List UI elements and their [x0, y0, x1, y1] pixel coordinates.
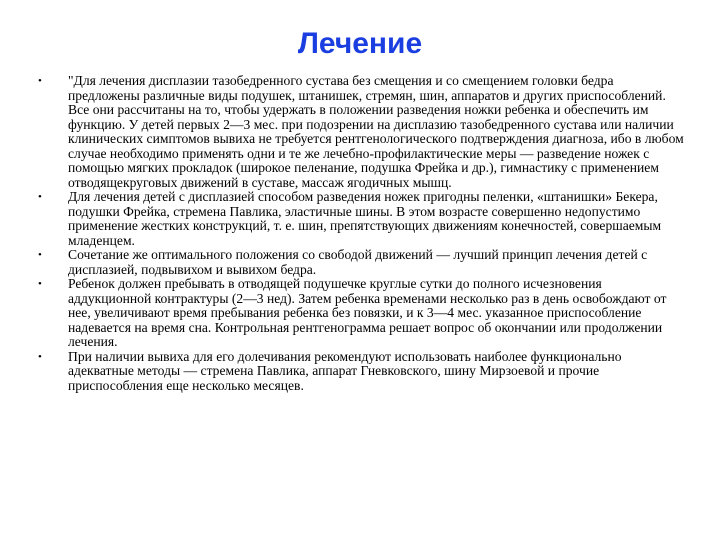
slide-title: Лечение [297, 27, 423, 60]
bullet-item-5 [38, 350, 688, 394]
bullet-text-3: Сочетание же оптимального положения со свободой движений — лучший принцип лечения детей с дисплазией, подвывихом и вывихом бедра. [68, 247, 648, 277]
bullet-text-1: "Для лечения дисплазии тазобедренного сустава без смещения и со смещением головки бедра предложены различные виды подушек, штанишек, стремян, шин, аппаратов и других приспособлений. Все они рассчитаны на то, чтобы удержать в положении разведения ножки ребенка и обеспечить им функцию. У детей первых 2—3 мес. при подозрении на дисплазию тазобедренного сустава или наличии клинических симптомов вывиха не требуется рентгенологического подтверждения диагноза, ибо в любом случае необходимо применять одни и те же лечебно-профилактические меры — разведение ножек с помощью мягких прокладок (широкое пеленание, подушка Фрейка и др.), гимнастику с применением отводящекруговых движений в суставе, массаж ягодичных мышц. [68, 73, 684, 190]
bullet-dot-icon: • [38, 350, 42, 363]
bullet-dot-icon: • [38, 75, 42, 87]
bullet-dot-icon: • [38, 278, 42, 290]
bullet-item-1 [38, 74, 688, 190]
bullet-item-2 [38, 190, 688, 248]
bullet-text-2: Для лечения детей с дисплазией способом разведения ножек пригодны пеленки, «штанишки» Бекера, подушки Фрейка, стремена Павлика, эластичные шины. В этом возрасте совершенно недопустимо применение жестких конструкций, т. е. шин, препятствующих движениям конечностей, совершаемым младенцем. [68, 189, 662, 248]
bullet-dot-icon: • [38, 191, 42, 203]
bullet-text-5: При наличии вывиха для его долечивания рекомендуют использовать наиболее функционально адекватные методы — стремена Павлика, аппарат Гневковского, шину Мирзоевой и прочие приспособления еще несколько месяцев. [68, 348, 622, 393]
bullet-text-4: Ребенок должен пребывать в отводящей подушечке круглые сутки до полного исчезновения аддукционной контрактуры (2—3 нед). Затем ребенка временами несколько раз в день освобождают от нее, увеличивают время пребывания ребенка без повязки, и к 3—4 мес. указанное приспособление надевается на время сна. Контрольная рентгенограмма решает вопрос об окончании или продолжении лечения. [68, 276, 667, 349]
bullet-item-4 [38, 277, 688, 350]
bullet-list [38, 74, 688, 393]
bullet-dot-icon: • [38, 249, 42, 261]
bullet-item-3 [38, 248, 688, 277]
